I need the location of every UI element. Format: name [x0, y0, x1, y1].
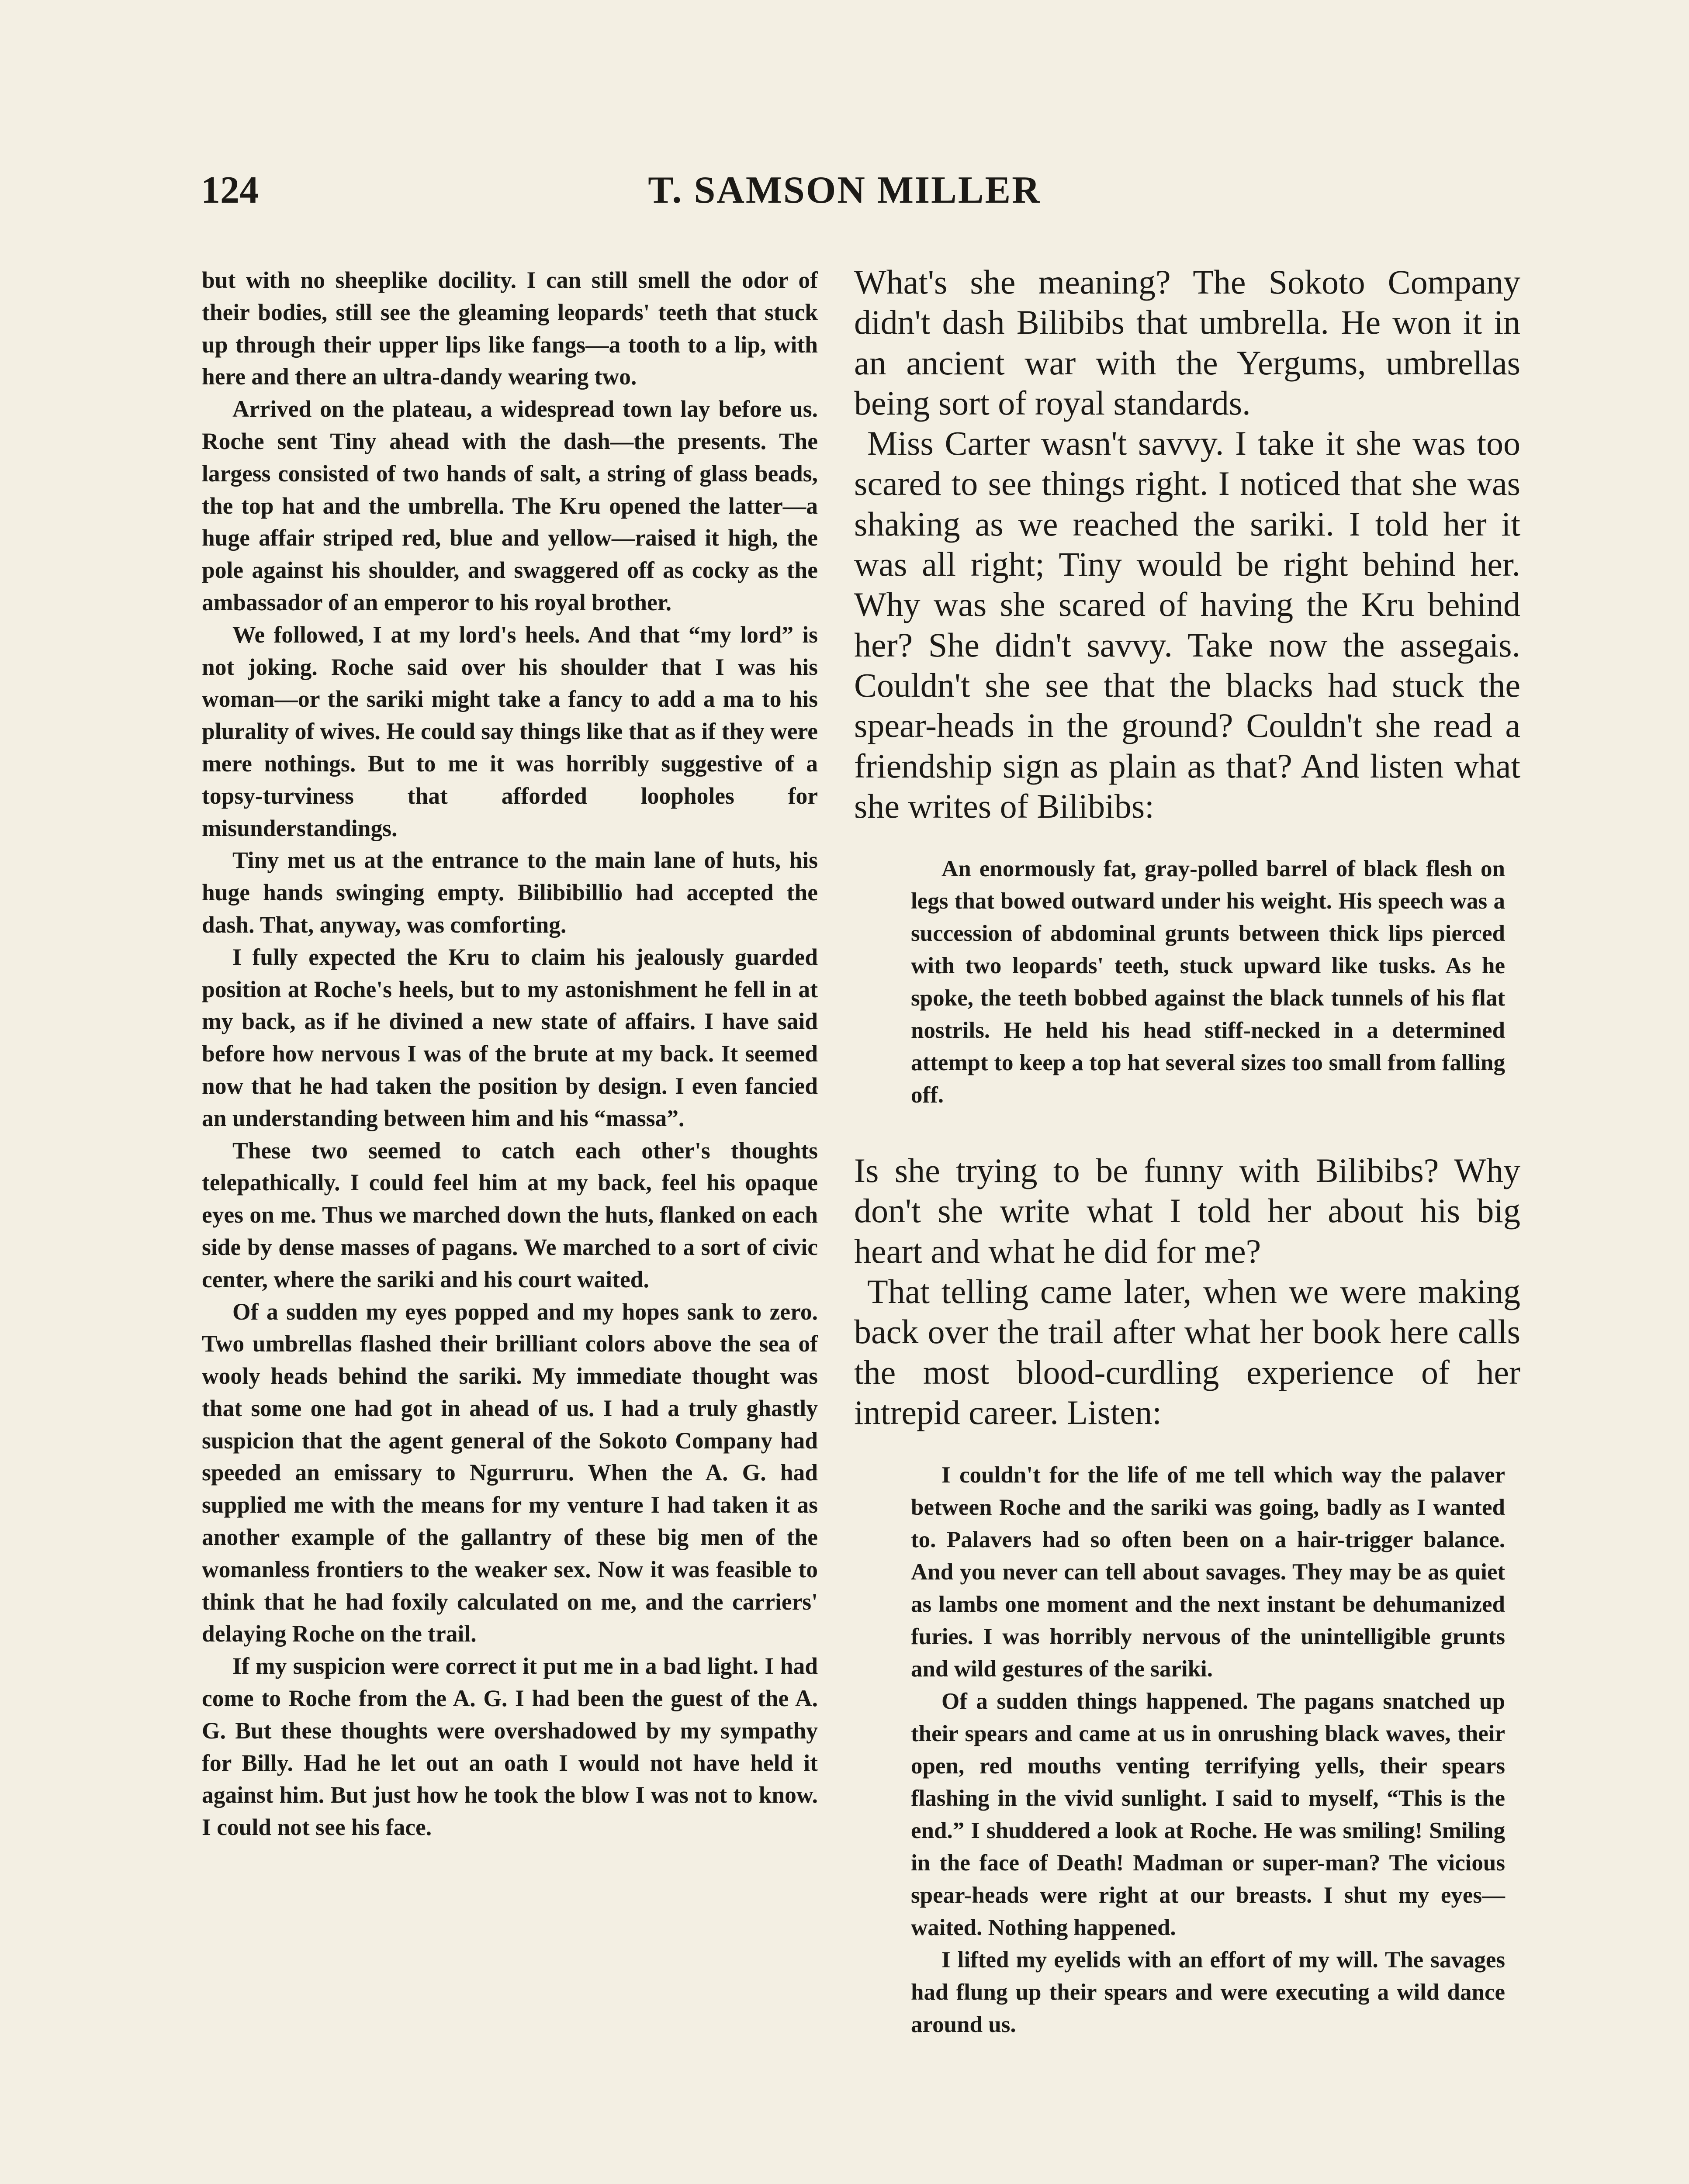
book-quote — [911, 1459, 1505, 2041]
paragraph: That telling came later, when we were making back over the trail after what her book here calls the most blood-curdling experience of her intrepid career. Listen: — [854, 1272, 1520, 1431]
paragraph: Is she trying to be funny with Bilibibs? Why don't she write what I told her about his big heart and what he did for me? — [854, 1151, 1520, 1270]
paragraph: but with no sheeplike docility. I can still smell the odor of their bodies, still see the gleaming leopards' teeth that stuck up through their upper lips like fangs—a tooth to a lip, with here and there an ultra-dandy wearing two. — [202, 267, 818, 390]
book-quote — [911, 853, 1505, 1111]
commentary-intro — [854, 262, 1520, 826]
paragraph: Tiny met us at the entrance to the main lane of huts, his huge hands swinging empty. Bilibibillio had accepted the dash. That, anyway, was comforting. — [202, 847, 818, 938]
paragraph: Arrived on the plateau, a widespread town lay before us. Roche sent Tiny ahead with the dash—the presents. The largess consisted of two hands of salt, a string of glass beads, the top hat and the umbrella. The Kru opened the latter—a huge affair striped red, blue and yellow—raised it high, the pole against his shoulder, and swaggered off as cocky as the ambassador of an emperor to his royal brother. — [202, 396, 818, 615]
paragraph: These two seemed to catch each other's thoughts telepathically. I could feel him at my back, feel his opaque eyes on me. Thus we marched down the huts, flanked on each side by dense masses of pagans. We marched to a sort of civic center, where the sariki and his court waited. — [202, 1137, 818, 1292]
page-number: 124 — [201, 169, 259, 211]
running-title: T. SAMSON MILLER — [648, 169, 1041, 211]
quote-paragraph: I couldn't for the life of me tell which way the palaver between Roche and the sariki was going, badly as I wanted to. Palavers had so often been on a hair-trigger balance. And you never can tell about savages. They may be as quiet as lambs one moment and the next instant be dehumanized furies. I was horribly nervous of the unintelligible grunts and wild gestures of the sariki. — [911, 1462, 1505, 1682]
paragraph: Miss Carter wasn't savvy. I take it she was too scared to see things right. I noticed that she was shaking as we reached the sariki. I told her it was all right; Tiny would be right behind her. Why was she scared of having the Kru behind her? She didn't savvy. Take now the assegais. Couldn't she see that the blacks had stuck the spear-heads in the ground? Couldn't she read a friendship sign as plain as that? And listen what she writes of Bilibibs: — [854, 424, 1520, 825]
paragraph: If my suspicion were correct it put me in a bad light. I had come to Roche from the A. G. I had been the guest of the A. G. But these thoughts were overshadowed by my sympathy for Billy. Had he let out an oath I would not have held it against him. But just how he took the blow I was not to know. I could not see his face. — [202, 1653, 818, 1841]
quote-paragraph: An enormously fat, gray-polled barrel of black flesh on legs that bowed outward under his weight. His speech was a succession of abdominal grunts between thick lips pierced with two leopards' teeth, stuck upward like tusks. As he spoke, the teeth bobbed against the black tunnels of his flat nostrils. He held his head stiff-necked in a determined attempt to keep a top hat several sizes too small from falling off. — [911, 856, 1505, 1108]
quote-paragraph: I lifted my eyelids with an effort of my will. The savages had flung up their spears and were executing a wild dance around us. — [911, 1947, 1505, 2038]
left-column — [202, 264, 818, 1844]
paragraph: Of a sudden my eyes popped and my hopes sank to zero. Two umbrellas flashed their brilliant colors above the sea of wooly heads behind the sariki. My immediate thought was that some one had got in ahead of us. I had a truly ghastly suspicion that the agent general of the Sokoto Company had speeded an emissary to Ngurruru. When the A. G. had supplied me with the means for my venture I had taken it as another example of the gallantry of these big men of the womanless frontiers to the weaker sex. Now it was feasible to think that he had foxily calculated on me, and the carriers' delaying Roche on the trail. — [202, 1298, 818, 1647]
paragraph: What's she meaning? The Sokoto Company didn't dash Bilibibs that umbrella. He won it in an ancient war with the Yergums, umbrellas being sort of royal standards. — [854, 263, 1520, 422]
commentary-middle — [854, 1151, 1520, 1433]
quote-paragraph: Of a sudden things happened. The pagans snatched up their spears and came at us in onrushing black waves, their open, red mouths venting terrifying yells, their spears flashing in the vivid sunlight. I said to myself, “This is the end.” I shuddered a look at Roche. He was smiling! Smiling in the face of Death! Madman or super-man? The vicious spear-heads were right at our breasts. I shut my eyes—waited. Nothing happened. — [911, 1689, 1505, 1941]
right-column — [854, 262, 1520, 2041]
paragraph: We followed, I at my lord's heels. And that “my lord” is not joking. Roche said over his shoulder that I was his woman—or the sariki might take a fancy to add a ma to his plurality of wives. He could say things like that as if they were mere nothings. But to me it was horribly suggestive of a topsy-turviness that afforded loopholes for misunderstandings. — [202, 621, 818, 841]
page-header — [0, 168, 1689, 238]
paragraph: I fully expected the Kru to claim his jealously guarded position at Roche's heels, but to my astonishment he fell in at my back, as if he divined a new state of affairs. I have said before how nervous I was of the brute at my back. It seemed now that he had taken the position by design. I even fancied an understanding between him and his “massa”. — [202, 943, 818, 1131]
